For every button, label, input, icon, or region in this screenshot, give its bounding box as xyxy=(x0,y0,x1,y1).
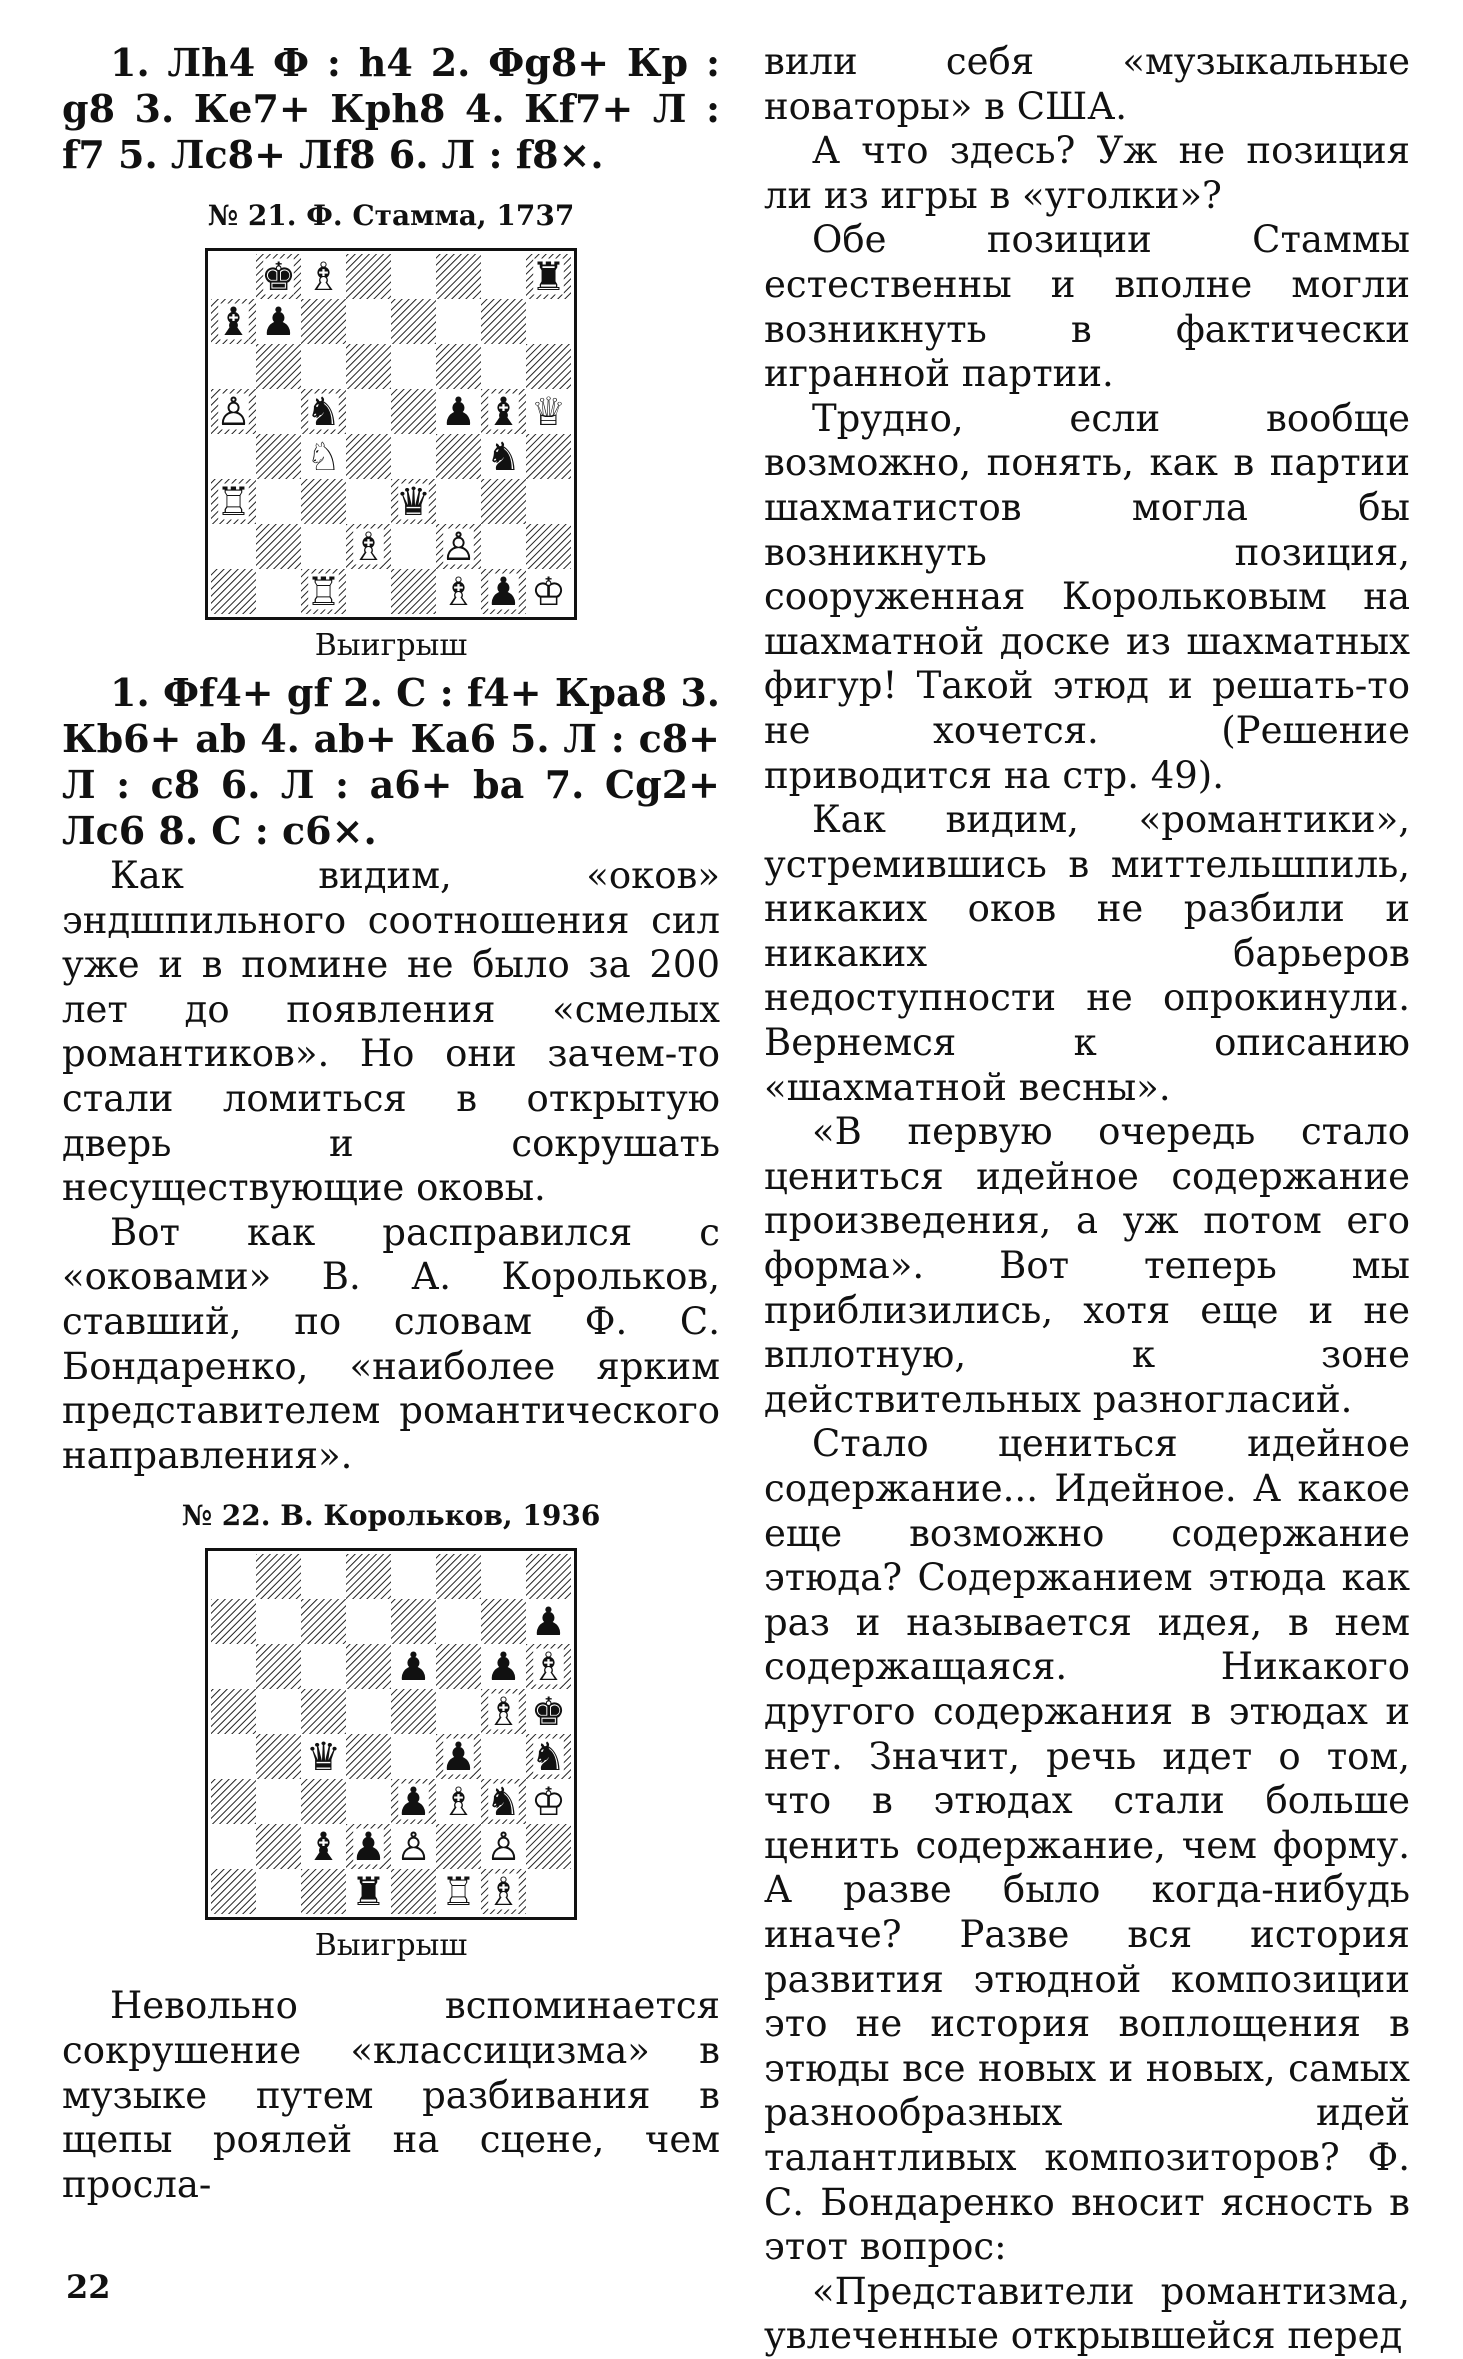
chess-piece-wB-f1: ♗ xyxy=(441,570,476,615)
dark-square xyxy=(526,524,571,569)
study-21-title: № 21. Ф. Стамма, 1737 xyxy=(207,199,575,232)
dark-square xyxy=(211,1599,256,1644)
dark-square xyxy=(301,299,346,344)
paragraph: Стало цениться идейное содержание... Идейное. А какое еще возможно содержание этюда? Содержанием этюда как раз и называется идея, в нем содержащаяся. Никакого другого содержания в этюдах и нет. Значит, речь идет о том, что в этюдах стали больше ценить содержание, чем форму. А разве было когда-нибудь иначе? Разве вся история развития этюдной композиции это не история воплощения в этюды все новых и новых, самых разнообразных идей талантливых композиторов? Ф. С. Бондаренко вносит ясность в этот вопрос: xyxy=(764,1422,1410,2269)
dark-square xyxy=(211,569,256,614)
dark-square xyxy=(436,254,481,299)
chess-piece-bR-d1: ♜ xyxy=(351,1870,386,1916)
chess-piece-bP-g1: ♟ xyxy=(486,570,521,615)
dark-square xyxy=(436,344,481,389)
chess-piece-wR-a3: ♖ xyxy=(216,480,251,525)
dark-square xyxy=(346,254,391,299)
paragraph: вили себя «музыкальные новаторы» в США. xyxy=(764,40,1410,128)
dark-square xyxy=(346,344,391,389)
paragraph: Трудно, если вообще возможно, понять, как в партии шахматистов могла бы возникнуть позиция, сооруженная Корольковым на шахматной доске из шахматных фигур! Такой этюд и решать-то не хочется. (Решение приводится на стр. 49). xyxy=(764,396,1410,797)
paragraph: Как видим, «романтики», устремившись в миттельшпиль, никаких оков не разбили и никаких барьеров недоступности не опрокинули. Вернемся к описанию «шахматной весны». xyxy=(764,798,1410,1109)
chess-piece-wB-g1: ♗ xyxy=(486,1870,521,1916)
chess-piece-wB-f3: ♗ xyxy=(441,1780,476,1826)
dark-square xyxy=(301,1869,346,1914)
dark-square xyxy=(526,1824,571,1869)
right-column xyxy=(764,40,1410,2359)
chess-piece-bP-e6: ♟ xyxy=(396,1645,431,1691)
dark-square xyxy=(391,1599,436,1644)
paragraph: Вот как расправился с «оковами» В. А. Корольков, ставший, по словам Ф. С. Бондаренко, «наиболее ярким представителем романтического направления». xyxy=(62,1210,720,1477)
chess-piece-bB-a7: ♝ xyxy=(216,300,251,345)
chess-piece-wP-f2: ♙ xyxy=(441,525,476,570)
paragraph: «В первую очередь стало цениться идейное содержание произведения, а уж потом его форма». Вот теперь мы приблизились, хотя еще и не вплотную, к зоне действительных разногласий. xyxy=(764,1110,1410,1421)
chess-piece-bB-c2: ♝ xyxy=(306,1825,341,1871)
dark-square xyxy=(301,1689,346,1734)
chess-piece-bK-h5: ♚ xyxy=(531,1690,566,1736)
dark-square xyxy=(436,1644,481,1689)
dark-square xyxy=(346,1734,391,1779)
chess-piece-bN-g4: ♞ xyxy=(486,435,521,480)
chess-piece-bP-e3: ♟ xyxy=(396,1780,431,1826)
chess-piece-bP-b7: ♟ xyxy=(261,300,296,345)
chess-piece-wB-c8: ♗ xyxy=(306,255,341,300)
left-column xyxy=(62,40,720,2207)
study-22-title: № 22. В. Корольков, 1936 xyxy=(181,1499,601,1533)
page-number: 22 xyxy=(66,2268,111,2306)
chess-piece-wB-g5: ♗ xyxy=(486,1690,521,1736)
chess-piece-bQ-e3: ♛ xyxy=(396,480,431,525)
dark-square xyxy=(481,479,526,524)
dark-square xyxy=(481,299,526,344)
paragraph: Невольно вспоминается сокрушение «классицизма» в музыке путем разбивания в щепы роялей на сцене, чем просла- xyxy=(62,1984,720,2206)
chess-diagram-21 xyxy=(205,248,577,620)
dark-square xyxy=(256,434,301,479)
chess-piece-bN-h4: ♞ xyxy=(531,1735,566,1781)
chess-piece-wR-f1: ♖ xyxy=(441,1870,476,1916)
dark-square xyxy=(256,1734,301,1779)
dark-square xyxy=(526,1554,571,1599)
chess-piece-bQ-c4: ♛ xyxy=(306,1735,341,1781)
dark-square xyxy=(526,344,571,389)
dark-square xyxy=(256,1644,301,1689)
chess-piece-bN-c5: ♞ xyxy=(306,390,341,435)
dark-square xyxy=(436,1554,481,1599)
chess-piece-bP-f5: ♟ xyxy=(441,390,476,435)
dark-square xyxy=(346,1644,391,1689)
dark-square xyxy=(256,524,301,569)
chess-diagram-22 xyxy=(205,1548,577,1920)
dark-square xyxy=(211,1779,256,1824)
dark-square xyxy=(391,299,436,344)
chess-piece-bN-g3: ♞ xyxy=(486,1780,521,1826)
chess-piece-wP-a5: ♙ xyxy=(216,390,251,435)
chess-piece-bR-h8: ♜ xyxy=(531,255,566,300)
chess-piece-bP-f4: ♟ xyxy=(441,1735,476,1781)
dark-square xyxy=(301,479,346,524)
chess-piece-bP-d2: ♟ xyxy=(351,1825,386,1871)
dark-square xyxy=(256,1824,301,1869)
dark-square xyxy=(481,1599,526,1644)
study-21-solution: 1. Фf4+ gf 2. С : f4+ Крa8 3. Кb6+ ab 4. ab+ Кa6 5. Л : c8+ Л : c8 6. Л : a6+ ba 7. Сg2+ Лс6 8. С : c6×. xyxy=(62,670,720,853)
dark-square xyxy=(391,1869,436,1914)
chess-piece-wP-g2: ♙ xyxy=(486,1825,521,1871)
chess-piece-wR-c1: ♖ xyxy=(306,570,341,615)
opening-moves: 1. Лh4 Ф : h4 2. Фg8+ Кр : g8 3. Кe7+ Крh8 4. Кf7+ Л : f7 5. Лс8+ Лf8 6. Л : f8×. xyxy=(62,40,720,177)
study-22-caption: Выигрыш xyxy=(314,1928,468,1964)
chess-piece-wP-e2: ♙ xyxy=(396,1825,431,1871)
chess-piece-bK-b8: ♚ xyxy=(261,255,296,300)
dark-square xyxy=(301,1779,346,1824)
dark-square xyxy=(256,344,301,389)
dark-square xyxy=(391,1689,436,1734)
dark-square xyxy=(346,434,391,479)
dark-square xyxy=(436,434,481,479)
chess-piece-bP-g6: ♟ xyxy=(486,1645,521,1691)
study-21-caption: Выигрыш xyxy=(314,628,468,663)
chess-piece-wB-h6: ♗ xyxy=(531,1645,566,1691)
paragraph: Как видим, «оков» эндшпильного соотношения сил уже и в помине не было за 200 лет до появления «смелых романтиков». Но они зачем-то стали ломиться в открытую дверь и сокрушать несуществующие оковы. xyxy=(62,854,720,1210)
dark-square xyxy=(391,389,436,434)
chess-piece-wN-c4: ♘ xyxy=(306,435,341,480)
dark-square xyxy=(526,434,571,479)
paragraph: Обе позиции Стаммы естественны и вполне могли возникнуть в фактически игранной партии. xyxy=(764,218,1410,396)
dark-square xyxy=(436,1824,481,1869)
dark-square xyxy=(211,1689,256,1734)
dark-square xyxy=(211,1869,256,1914)
chess-piece-wQ-h5: ♕ xyxy=(531,390,566,435)
chess-piece-wB-d2: ♗ xyxy=(351,525,386,570)
dark-square xyxy=(256,1554,301,1599)
paragraph: «Представители романтизма, увлеченные открывшейся перед xyxy=(764,2269,1410,2358)
paragraph: А что здесь? Уж не позиция ли из игры в «уголки»? xyxy=(764,129,1410,217)
chess-piece-bB-g5: ♝ xyxy=(486,390,521,435)
dark-square xyxy=(301,1599,346,1644)
dark-square xyxy=(391,569,436,614)
dark-square xyxy=(346,1554,391,1599)
chess-piece-wK-h3: ♔ xyxy=(531,1780,566,1826)
chess-piece-bP-h7: ♟ xyxy=(531,1600,566,1646)
chess-piece-wK-h1: ♔ xyxy=(531,570,566,615)
